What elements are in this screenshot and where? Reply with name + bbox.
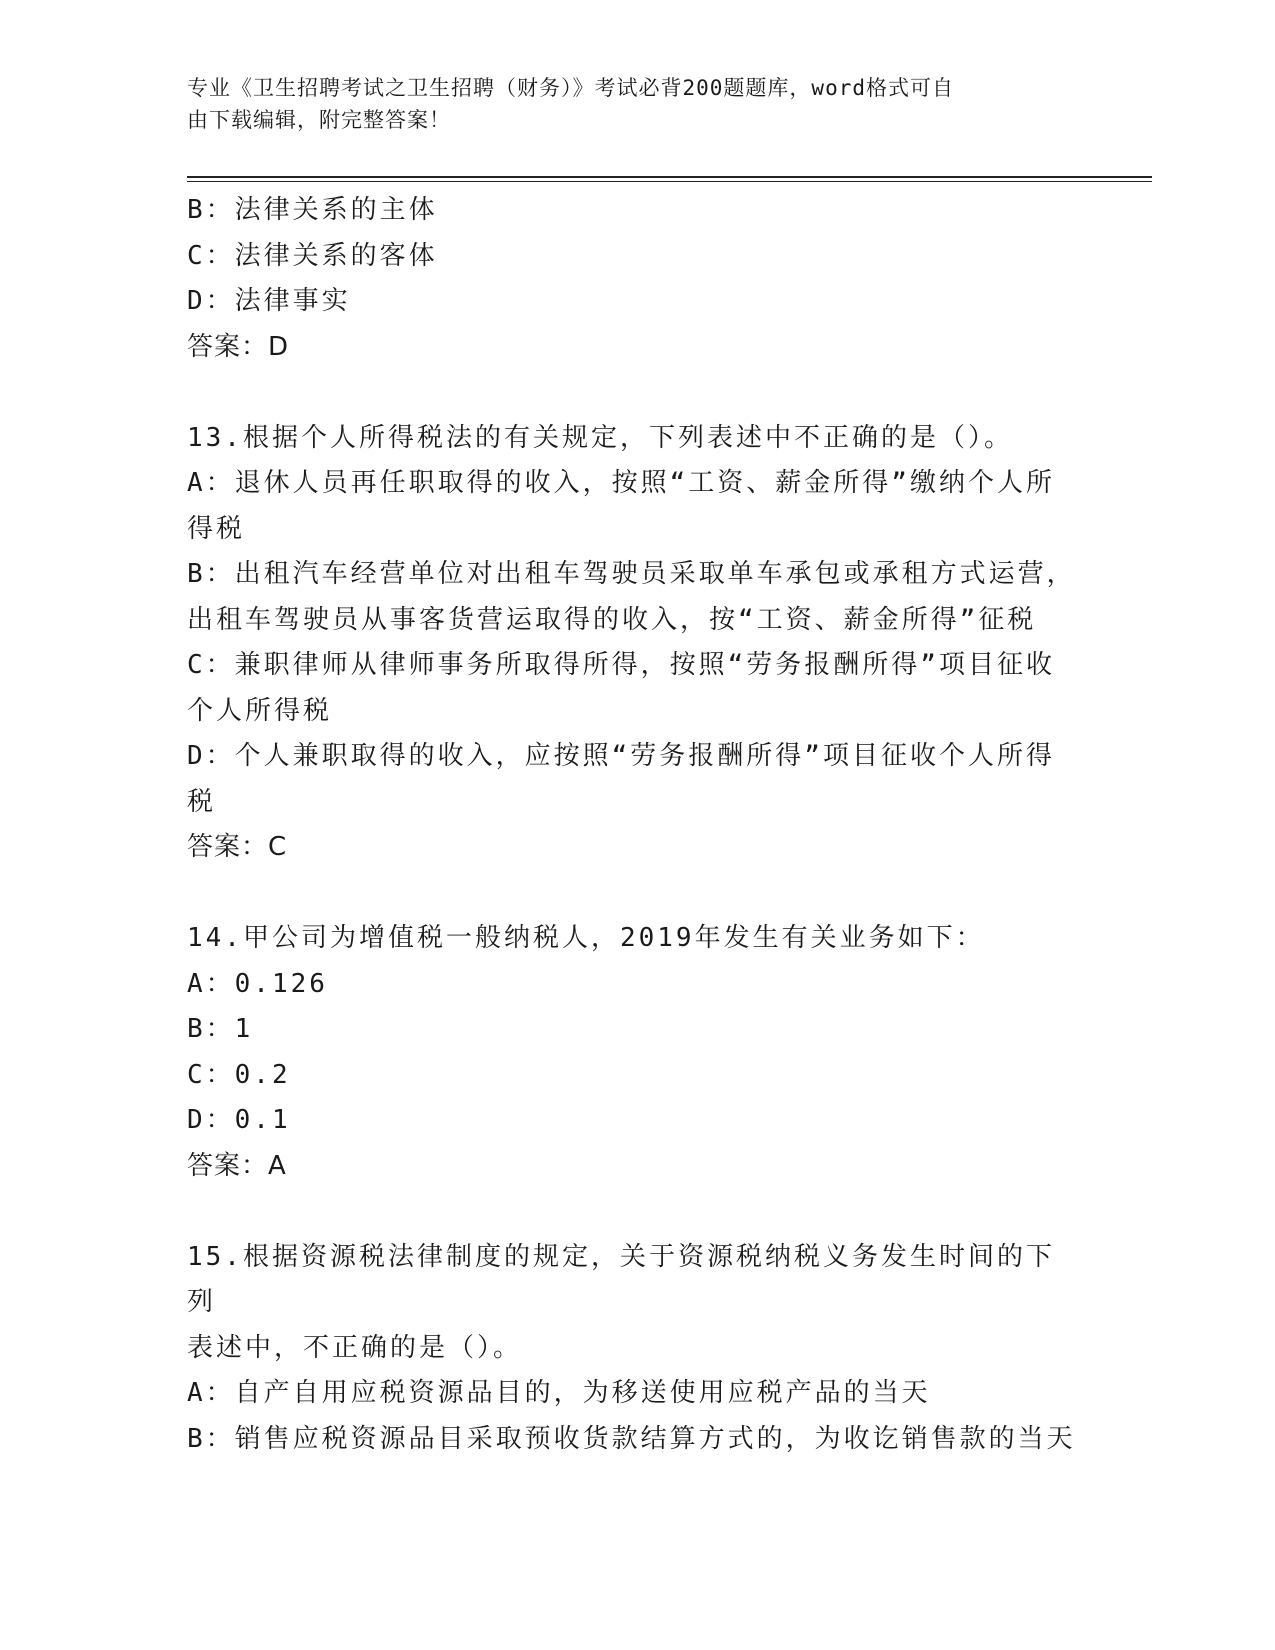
header-divider-thick [187, 176, 1152, 178]
q13-answer: 答案：C [187, 832, 288, 862]
q15-question-line-2: 表述中，不正确的是（）。 [187, 1332, 523, 1363]
q13-option-a-line-2: 得税 [187, 513, 246, 544]
q14-option-c: C：0.2 [187, 1059, 291, 1090]
q13-option-c-line-1: C：兼职律师从律师事务所取得所得，按照“劳务报酬所得”项目征收 [187, 650, 1055, 680]
spacer [187, 871, 1077, 917]
document-header [187, 72, 1067, 136]
q12-option-b: B：法律关系的主体 [187, 195, 438, 225]
q15-question-line-1: 15.根据资源税法律制度的规定，关于资源税纳税义务发生时间的下列 [187, 1241, 1055, 1317]
header-line-1: 专业《卫生招聘考试之卫生招聘（财务）》考试必背200题题库，word格式可自 [187, 76, 954, 100]
header-line-2: 由下载编辑，附完整答案！ [187, 108, 451, 132]
q13-option-a-line-1: A：退休人员再任职取得的收入，按照“工资、薪金所得”缴纳个人所 [187, 468, 1055, 498]
q14-option-a: A：0.126 [187, 968, 328, 999]
q13-question: 13.根据个人所得税法的有关规定，下列表述中不正确的是（）。 [187, 422, 1013, 453]
q13-option-c-line-2: 个人所得税 [187, 695, 333, 726]
q12-option-d: D：法律事实 [187, 286, 351, 316]
q14-option-b: B：1 [187, 1014, 254, 1044]
spacer [187, 1189, 1077, 1235]
q15-option-b: B：销售应税资源品目采取预收货款结算方式的，为收讫销售款的当天 [187, 1423, 1076, 1454]
q13-option-d-line-1: D：个人兼职取得的收入，应按照“劳务报酬所得”项目征收个人所得 [187, 741, 1055, 771]
q13-option-d-line-2: 税 [187, 786, 217, 817]
q14-question: 14.甲公司为增值税一般纳税人，2019年发生有关业务如下： [187, 923, 985, 953]
q12-option-c: C：法律关系的客体 [187, 240, 438, 271]
q14-answer: 答案：A [187, 1150, 287, 1181]
q15-option-a: A：自产自用应税资源品目的，为移送使用应税产品的当天 [187, 1378, 931, 1408]
q13-option-b-line-1: B：出租汽车经营单位对出租车驾驶员采取单车承包或承租方式运营， [187, 559, 1076, 589]
question-content [187, 188, 1077, 1462]
header-divider-thin [187, 181, 1152, 182]
q12-answer: 答案：D [187, 331, 290, 362]
q14-option-d: D：0.1 [187, 1105, 291, 1135]
spacer [187, 370, 1077, 416]
q13-option-b-line-2: 出租车驾驶员从事客货营运取得的收入，按“工资、薪金所得”征税 [187, 604, 1037, 635]
